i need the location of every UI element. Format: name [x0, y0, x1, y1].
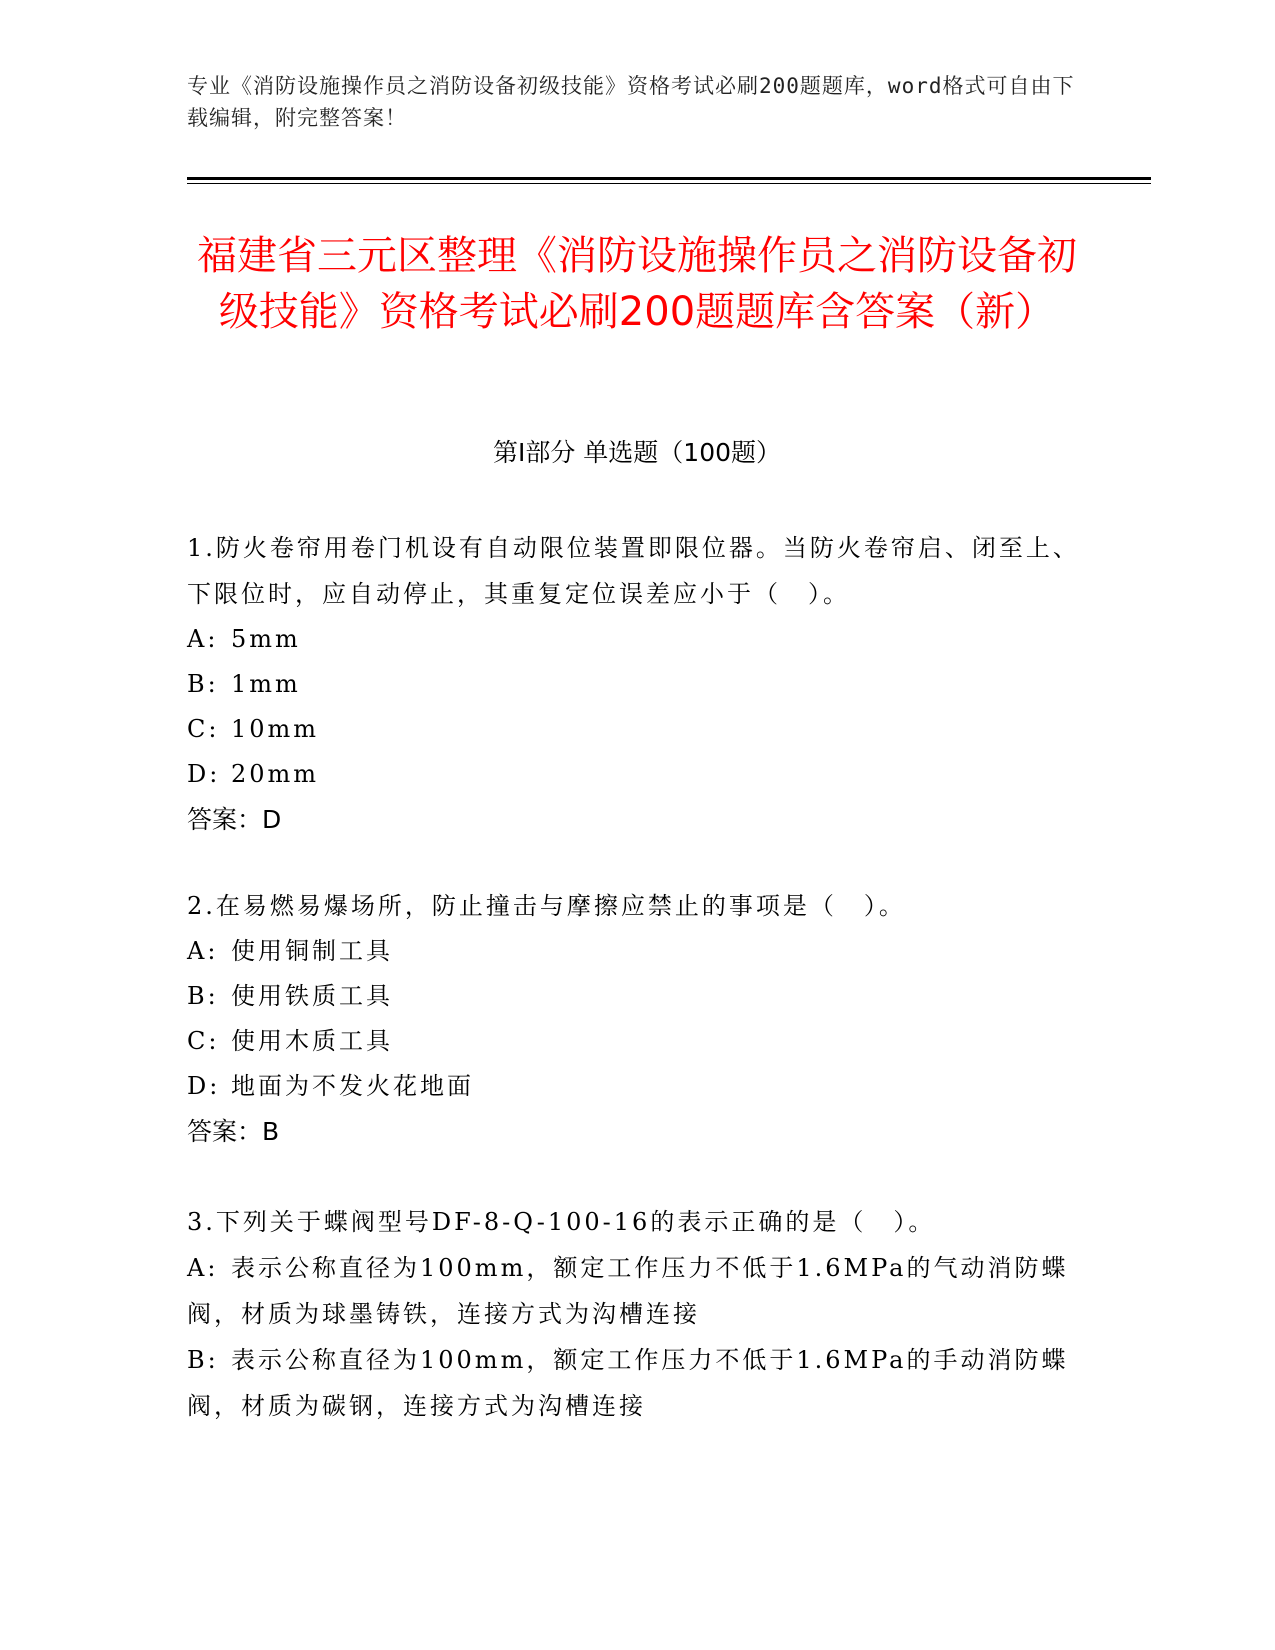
- question-2: [187, 883, 1087, 1154]
- answer: 答案：B: [187, 1117, 280, 1146]
- option-label: A:: [187, 625, 219, 653]
- question-text: 1.防火卷帘用卷门机设有自动限位装置即限位器。当防火卷帘启、闭至上、下限位时，应自动停止，其重复定位误差应小于（ ）。: [187, 534, 1080, 608]
- header-rule-thin: [187, 183, 1151, 184]
- option-b: [187, 1337, 1087, 1429]
- option-c: [187, 1019, 1087, 1064]
- option-b: [187, 974, 1087, 1019]
- option-d: [187, 752, 1087, 797]
- option-text: 表示公称直径为100mm，额定工作压力不低于1.6MPa的气动消防蝶阀，材质为球墨铸铁，连接方式为沟槽连接: [187, 1254, 1069, 1328]
- question-text: 3.下列关于蝶阀型号DF-8-Q-100-16的表示正确的是（ ）。: [187, 1208, 936, 1236]
- option-label: B:: [187, 1346, 219, 1374]
- option-c: [187, 707, 1087, 752]
- option-label: B:: [187, 982, 219, 1010]
- option-label: A:: [187, 1254, 219, 1282]
- option-label: C:: [187, 1027, 220, 1055]
- document-title: 福建省三元区整理《消防设施操作员之消防设备初级技能》资格考试必刷200题题库含答案（新）: [197, 233, 1077, 335]
- option-d: [187, 1064, 1087, 1109]
- option-b: [187, 662, 1087, 707]
- option-text: 20mm: [231, 760, 320, 788]
- option-text: 10mm: [231, 715, 320, 743]
- option-a: [187, 929, 1087, 974]
- question-text: 2.在易燃易爆场所，防止撞击与摩擦应禁止的事项是（ ）。: [187, 892, 906, 920]
- option-label: A:: [187, 937, 219, 965]
- option-a: [187, 1245, 1087, 1337]
- option-text: 表示公称直径为100mm，额定工作压力不低于1.6MPa的手动消防蝶阀，材质为碳钢，连接方式为沟槽连接: [187, 1346, 1069, 1420]
- option-label: C:: [187, 715, 220, 743]
- option-text: 地面为不发火花地面: [231, 1072, 474, 1100]
- header-rule-thick: [187, 177, 1151, 180]
- option-text: 使用铁质工具: [231, 982, 393, 1010]
- question-1: [187, 525, 1087, 842]
- option-label: B:: [187, 670, 219, 698]
- header-note: 专业《消防设施操作员之消防设备初级技能》资格考试必刷200题题库，word格式可自由下载编辑，附完整答案！: [187, 74, 1075, 130]
- option-text: 使用铜制工具: [231, 937, 393, 965]
- option-label: D:: [187, 760, 221, 788]
- option-text: 1mm: [231, 670, 301, 698]
- question-3: [187, 1199, 1087, 1429]
- option-a: [187, 617, 1087, 662]
- option-text: 使用木质工具: [231, 1027, 393, 1055]
- option-label: D:: [187, 1072, 221, 1100]
- answer: 答案：D: [187, 805, 282, 834]
- option-text: 5mm: [231, 625, 301, 653]
- section-title: 第Ⅰ部分 单选题（100题）: [492, 438, 782, 467]
